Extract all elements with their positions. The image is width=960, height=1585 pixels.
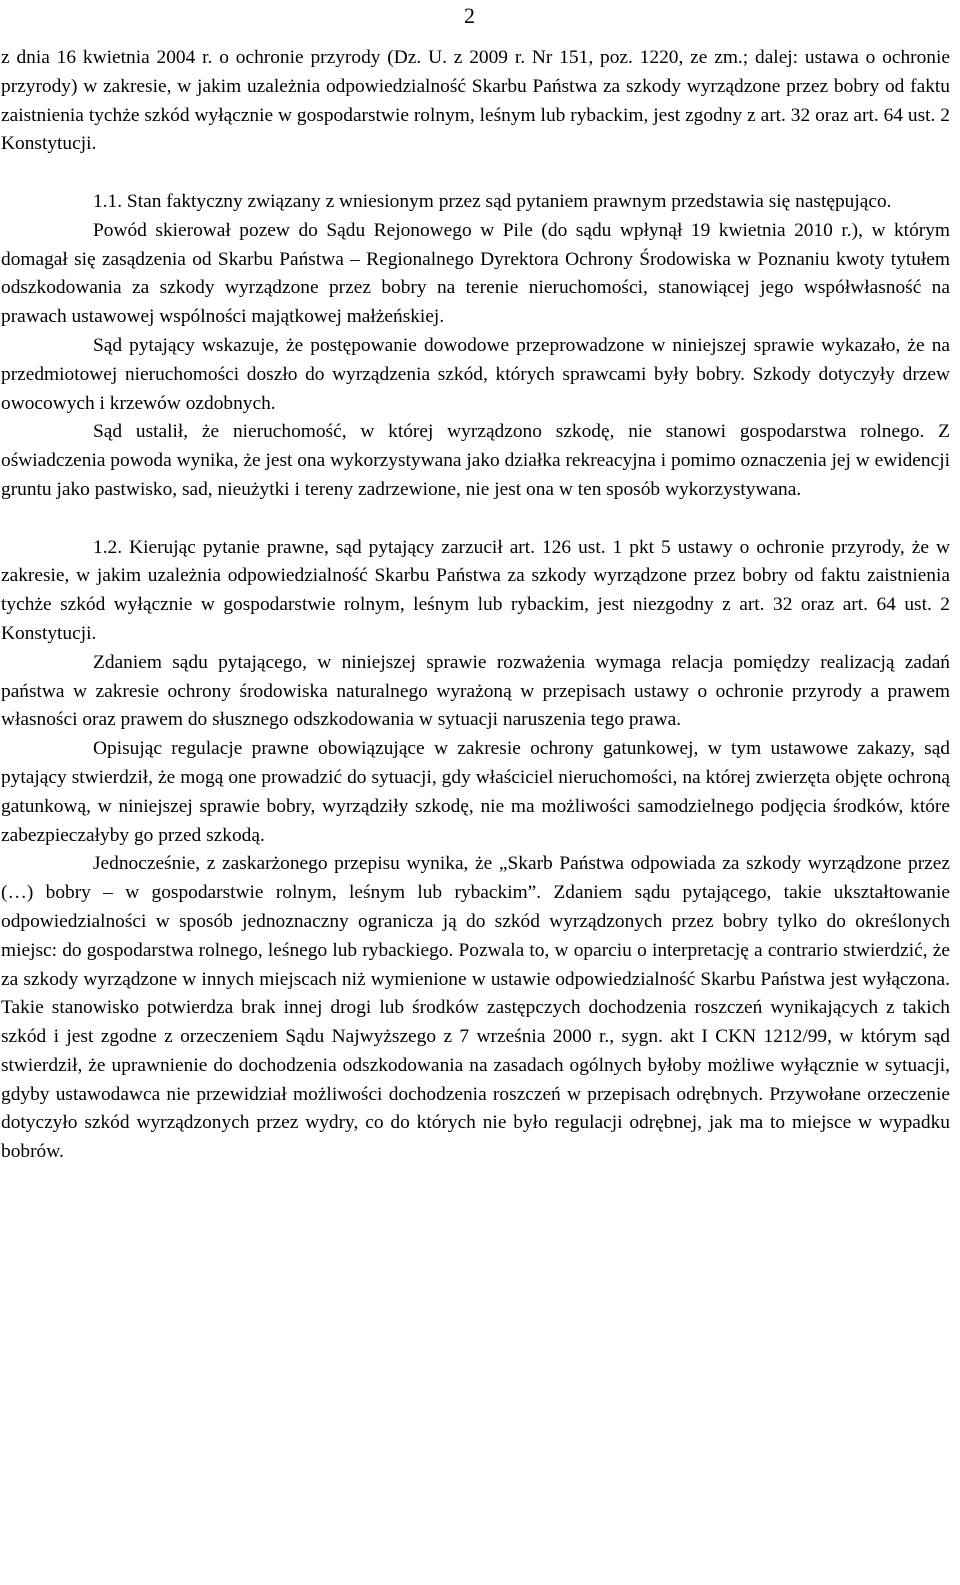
paragraph-court-findings: Sąd ustalił, że nieruchomość, w której wyrządzono szkodę, nie stanowi gospodarstwa rolnego. Z oświadczenia powoda wynika, że jest ona wykorzystywana jako działka rekreacyjna i pomimo oznaczenia jej w ewidencji gruntu jako pastwisko, sad, nieużytki i tereny zadrzewione, nie jest ona w ten sposób wykorzystywana. <box>1 421 950 500</box>
paragraph-section-1-1: 1.1. Stan faktyczny związany z wniesionym przez sąd pytaniem prawnym przedstawia się następująco. <box>93 190 892 212</box>
paragraph-plaintiff-claim: Powód skierował pozew do Sądu Rejonowego w Pile (do sądu wpłynął 19 kwietnia 2010 r.), w którym domagał się zasądzenia od Skarbu Państwa – Regionalnego Dyrektora Ochrony Środowiska w Poznaniu kwoty tytułem odszkodowania za szkody wyrządzone przez bobry na terenie nieruchomości, stanowiącej jego współwłasność na prawach ustawowej wspólności majątkowej małżeńskiej. <box>1 219 950 328</box>
paragraph-section-1-2: 1.2. Kierując pytanie prawne, sąd pytający zarzucił art. 126 ust. 1 pkt 5 ustawy o ochronie przyrody, że w zakresie, w jakim uzależnia odpowiedzialność Skarbu Państwa za szkody wyrządzone przez bobry od faktu zaistnienia tychże szkód wyłącznie w gospodarstwie rolnym, leśnym lub rybackim, jest niezgodny z art. 32 oraz art. 64 ust. 2 Konstytucji. <box>1 536 950 644</box>
paragraph-evidence: Sąd pytający wskazuje, że postępowanie dowodowe przeprowadzone w niniejszej sprawie wykazało, że na przedmiotowej nieruchomości doszło do wyrządzenia szkód, których sprawcami były bobry. Szkody dotyczyły drzew owocowych i krzewów ozdobnych. <box>1 334 950 414</box>
paragraph-intro-continuation: z dnia 16 kwietnia 2004 r. o ochronie przyrody (Dz. U. z 2009 r. Nr 151, poz. 1220, ze zm.; dalej: ustawa o ochronie przyrody) w zakresie, w jakim uzależnia odpowiedzialność Skarbu Państwa za szkody wyrządzone przez bobry od faktu zaistnienia tychże szkód wyłącznie w gospodarstwie rolnym, leśnym lub rybackim, jest zgodny z art. 32 oraz art. 64 ust. 2 Konstytucji. <box>1 47 950 155</box>
paragraph-species-protection: Opisując regulacje prawne obowiązujące w zakresie ochrony gatunkowej, w tym ustawowe zakazy, sąd pytający stwierdził, że mogą one prowadzić do sytuacji, gdy właściciel nieruchomości, na której zwierzęta objęte ochroną gatunkową, w niniejszej sprawie bobry, wyrządziły szkodę, nie ma możliwości samodzielnego podjęcia środków, które zabezpieczałyby go przed szkodą. <box>1 738 950 846</box>
paragraph-court-opinion: Zdaniem sądu pytającego, w niniejszej sprawie rozważenia wymaga relacja pomiędzy realizacją zadań państwa w zakresie ochrony środowiska naturalnego wyrażoną w przepisach ustawy o ochronie przyrody a prawem własności oraz prawem do słusznego odszkodowania w sytuacji naruszenia tego prawa. <box>1 651 950 731</box>
page-number: 2 <box>464 3 475 28</box>
paragraph-liability-scope: Jednocześnie, z zaskarżonego przepisu wynika, że „Skarb Państwa odpowiada za szkody wyrządzone przez (…) bobry – w gospodarstwie rolnym, leśnym lub rybackim”. Zdaniem sądu pytającego, takie ukształtowanie odpowiedzialności w sposób jednoznaczny ogranicza ją do szkód wyrządzonych przez bobry tylko do określonych miejsc: do gospodarstwa rolnego, leśnego lub rybackiego. Pozwala to, w oparciu o interpretację a contrario stwierdzić, że za szkody wyrządzone w innych miejscach niż wymienione w ustawie odpowiedzialność Skarbu Państwa jest wyłączona. Takie stanowisko potwierdza brak innej drogi lub środków zastępczych dochodzenia roszczeń wynikających z takich szkód i jest zgodne z orzeczeniem Sądu Najwyższego z 7 września 2000 r., sygn. akt I CKN 1212/99, w którym sąd stwierdził, że uprawnienie do dochodzenia odszkodowania na zasadach ogólnych byłoby możliwe wyłącznie w sytuacji, gdyby ustawodawca nie przewidział możliwości dochodzenia roszczeń w przepisach odrębnych. Przywołane orzeczenie dotyczyło szkód wyrządzonych przez wydry, co do których nie było regulacji odrębnej, jak ma to miejsce w wypadku bobrów. <box>1 853 950 1163</box>
document-body <box>1 44 950 1167</box>
